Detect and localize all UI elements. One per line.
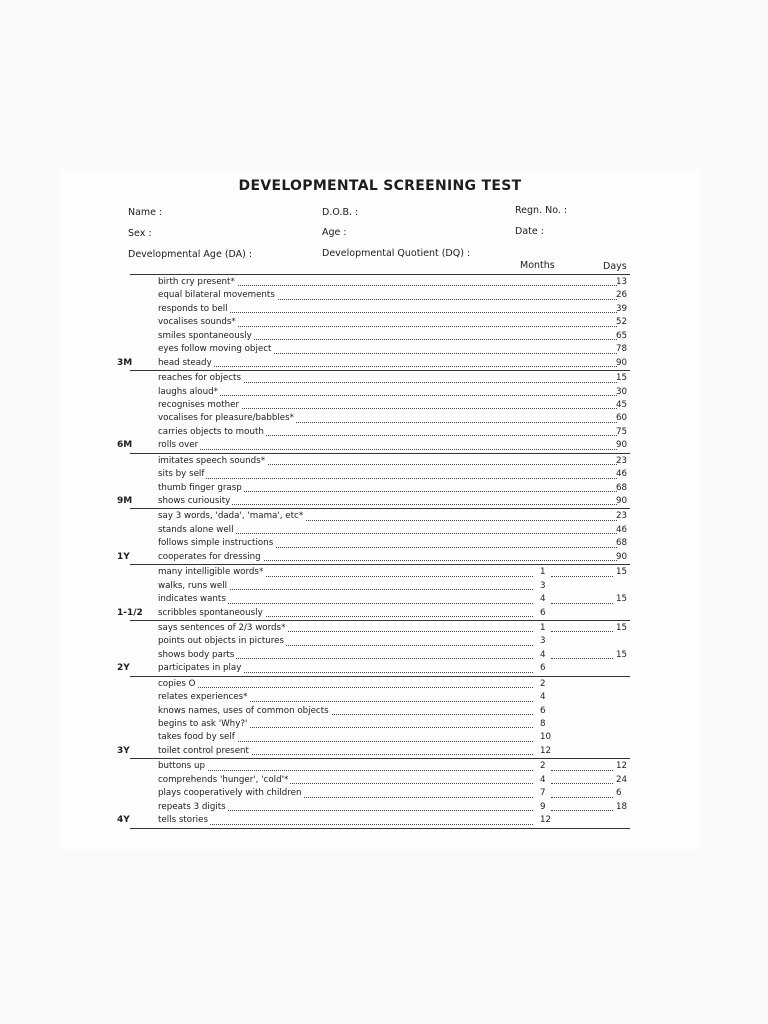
milestone-row: [130, 705, 630, 718]
age-marker: 2Y: [117, 663, 130, 674]
milestone-row: [130, 691, 630, 704]
age-marker: 1-1/2: [117, 607, 143, 618]
days-value: 15: [616, 622, 628, 633]
milestone-row: [130, 622, 630, 635]
milestone-label: tells stories: [158, 814, 210, 827]
months-column-header: Months: [520, 260, 555, 271]
milestone-label: stands alone well: [158, 524, 236, 537]
milestone-label: eyes follow moving object: [158, 343, 273, 356]
milestone-label: comprehends 'hunger', 'cold'*: [158, 774, 290, 787]
milestone-group: [117, 508, 630, 564]
milestone-label: buttons up: [158, 760, 207, 773]
milestone-label: indicates wants: [158, 593, 228, 606]
milestone-row: [117, 814, 630, 827]
months-value: 1: [540, 567, 546, 578]
milestone-label: toilet control present: [158, 745, 251, 758]
milestone-label: smiles spontaneously: [158, 330, 254, 343]
months-value: 2: [540, 761, 546, 772]
milestone-label: equal bilateral movements: [158, 289, 277, 302]
days-value: 60: [616, 413, 628, 424]
milestone-row: [130, 426, 630, 439]
milestone-row: [130, 678, 630, 691]
milestone-label: many intelligible words*: [158, 566, 265, 579]
milestone-label: follows simple instructions: [158, 537, 275, 550]
screening-form: [60, 170, 700, 850]
milestone-row: [130, 412, 630, 425]
milestone-label: vocalises sounds*: [158, 316, 238, 329]
months-value: 3: [540, 636, 546, 647]
days-value: 90: [616, 551, 628, 562]
milestone-row: [130, 731, 630, 744]
milestone-row: [130, 566, 630, 579]
milestone-row: [130, 399, 630, 412]
milestone-group: [117, 564, 630, 620]
days-value: 78: [616, 344, 628, 355]
milestone-label: plays cooperatively with children: [158, 787, 304, 800]
milestone-row: [130, 774, 630, 787]
days-value: 18: [616, 801, 628, 812]
milestone-row: [130, 635, 630, 648]
months-value: 6: [540, 607, 546, 618]
milestone-row: [117, 607, 630, 620]
days-value: 39: [616, 303, 628, 314]
age-marker: 3Y: [117, 745, 130, 756]
date-field: Date :: [515, 226, 544, 237]
milestone-label: laughs aloud*: [158, 386, 220, 399]
sex-field: Sex :: [128, 228, 152, 239]
milestone-row: [117, 439, 630, 452]
milestone-row: [130, 510, 630, 523]
age-marker: 3M: [117, 357, 133, 368]
days-value: 90: [616, 496, 628, 506]
milestone-row: [130, 343, 630, 356]
months-value: 6: [540, 663, 546, 674]
days-value: 65: [616, 330, 628, 341]
months-value: 10: [540, 732, 552, 743]
milestone-label: scribbles spontaneously: [158, 607, 265, 620]
days-value: 15: [616, 373, 628, 384]
milestone-row: [130, 386, 630, 399]
age-marker: 9M: [117, 496, 133, 506]
milestone-row: [130, 787, 630, 800]
milestone-label: thumb finger grasp: [158, 482, 244, 495]
regn-field: Regn. No. :: [515, 205, 568, 216]
milestone-row: [130, 649, 630, 662]
months-value: 4: [540, 774, 546, 785]
days-value: 68: [616, 482, 628, 493]
milestone-label: imitates speech sounds*: [158, 455, 267, 468]
milestone-label: points out objects in pictures: [158, 635, 286, 648]
milestone-row: [130, 330, 630, 343]
milestone-group: [117, 453, 630, 509]
age-field: Age :: [322, 227, 347, 238]
milestone-row: [117, 495, 630, 508]
milestone-label: responds to bell: [158, 303, 230, 316]
milestone-label: sits by self: [158, 468, 206, 481]
milestone-row: [130, 760, 630, 773]
milestone-label: takes food by self: [158, 731, 237, 744]
days-value: 24: [616, 774, 628, 785]
milestone-row: [117, 662, 630, 675]
days-value: 75: [616, 426, 628, 437]
milestone-row: [117, 745, 630, 758]
days-value: 45: [616, 399, 628, 410]
milestone-row: [130, 718, 630, 731]
developmental-age-field: Developmental Age (DA) :: [128, 249, 253, 260]
milestone-group: [117, 620, 630, 676]
days-value: 13: [616, 277, 628, 287]
days-value: 90: [616, 440, 628, 451]
milestone-label: rolls over: [158, 439, 200, 452]
name-field: Name :: [128, 207, 163, 218]
days-value: 23: [616, 455, 628, 466]
milestone-label: recognises mother: [158, 399, 241, 412]
milestone-group: [117, 370, 630, 453]
milestone-label: repeats 3 digits: [158, 801, 228, 814]
milestone-group: [117, 676, 630, 759]
months-value: 6: [540, 705, 546, 716]
months-value: 3: [540, 580, 546, 591]
milestone-label: reaches for objects: [158, 372, 243, 385]
milestone-row: [130, 276, 630, 289]
milestone-row: [130, 372, 630, 385]
milestone-label: head steady: [158, 357, 214, 370]
dob-field: D.O.B. :: [322, 207, 359, 218]
milestone-label: birth cry present*: [158, 276, 237, 289]
months-value: 9: [540, 801, 546, 812]
days-value: 26: [616, 290, 628, 301]
months-value: 1: [540, 622, 546, 633]
milestone-label: shows body parts: [158, 649, 236, 662]
milestone-label: shows curiousity: [158, 495, 232, 508]
milestone-row: [130, 316, 630, 329]
milestone-table: [117, 274, 630, 829]
milestone-row: [130, 303, 630, 316]
days-value: 68: [616, 538, 628, 549]
milestone-row: [130, 537, 630, 550]
milestone-label: knows names, uses of common objects: [158, 705, 331, 718]
milestone-row: [130, 580, 630, 593]
milestone-label: say 3 words, 'dada', 'mama', etc*: [158, 510, 305, 523]
days-column-header: Days: [603, 261, 627, 272]
days-value: 15: [616, 649, 628, 660]
milestone-label: participates in play: [158, 662, 243, 675]
milestone-label: begins to ask 'Why?': [158, 718, 249, 731]
days-value: 15: [616, 594, 628, 605]
milestone-label: copies O: [158, 678, 198, 691]
milestone-row: [130, 593, 630, 606]
developmental-quotient-field: Developmental Quotient (DQ) :: [322, 248, 471, 259]
days-value: 52: [616, 317, 628, 328]
days-value: 23: [616, 511, 628, 522]
months-value: 7: [540, 788, 546, 799]
milestone-row: [117, 551, 630, 564]
days-value: 46: [616, 469, 628, 480]
milestone-label: walks, runs well: [158, 580, 229, 593]
days-value: 46: [616, 524, 628, 535]
days-value: 6: [616, 788, 622, 799]
days-value: 30: [616, 386, 628, 397]
milestone-label: says sentences of 2/3 words*: [158, 622, 287, 635]
months-value: 2: [540, 678, 546, 689]
milestone-row: [130, 482, 630, 495]
days-value: 15: [616, 567, 628, 578]
days-value: 90: [616, 357, 628, 368]
milestone-row: [130, 468, 630, 481]
months-value: 8: [540, 719, 546, 729]
milestone-label: vocalises for pleasure/babbles*: [158, 412, 296, 425]
milestone-row: [117, 357, 630, 370]
milestone-label: relates experiences*: [158, 691, 250, 704]
months-value: 12: [540, 745, 552, 756]
milestone-row: [130, 524, 630, 537]
milestone-group: [117, 758, 630, 828]
milestone-label: carries objects to mouth: [158, 426, 266, 439]
milestone-group: [117, 274, 630, 370]
months-value: 4: [540, 594, 546, 605]
form-title: DEVELOPMENTAL SCREENING TEST: [238, 178, 522, 194]
months-value: 4: [540, 649, 546, 660]
age-marker: 1Y: [117, 551, 130, 562]
milestone-row: [130, 801, 630, 814]
months-value: 12: [540, 815, 552, 826]
milestone-row: [130, 289, 630, 302]
age-marker: 4Y: [117, 815, 130, 826]
milestone-row: [130, 455, 630, 468]
age-marker: 6M: [117, 440, 133, 451]
months-value: 4: [540, 692, 546, 703]
days-value: 12: [616, 761, 628, 772]
milestone-label: cooperates for dressing: [158, 551, 263, 564]
